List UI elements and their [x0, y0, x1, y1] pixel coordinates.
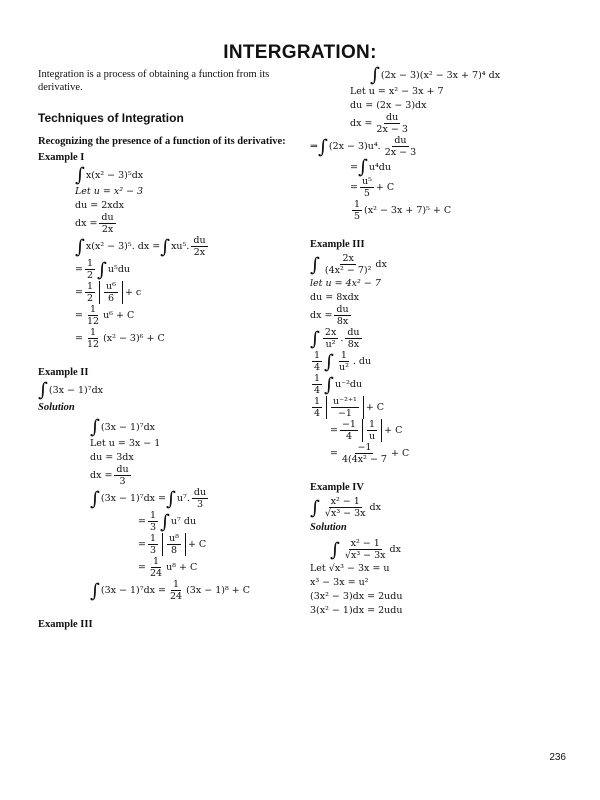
- expr: xu⁵.: [171, 241, 190, 252]
- equation-line: [310, 304, 580, 327]
- equation-line: [350, 98, 580, 112]
- example3-footer-label: Example III: [38, 619, 93, 630]
- equation-line: [90, 579, 308, 602]
- denominator: 12: [86, 316, 100, 327]
- left-column: [38, 68, 308, 633]
- bracket: [162, 533, 186, 556]
- denominator: 8x: [347, 339, 360, 350]
- numerator: 1: [340, 350, 347, 361]
- example4-solution-label: Solution: [310, 522, 347, 533]
- expr: =: [75, 333, 83, 344]
- equation-line: [310, 589, 580, 603]
- expr: =: [330, 448, 338, 459]
- expr: x(x² − 3)⁵. dx =: [85, 241, 161, 252]
- equation-line: [90, 450, 308, 464]
- numerator: 1: [149, 510, 157, 521]
- numerator: du: [386, 112, 399, 123]
- denominator: 4(4x² − 7: [341, 454, 387, 465]
- equation-line: [138, 533, 308, 556]
- equation-line: [75, 184, 308, 198]
- denominator: 5: [354, 211, 361, 222]
- numerator: x² − 1: [330, 496, 360, 507]
- fraction: [99, 212, 115, 235]
- equation-line: [330, 538, 580, 561]
- equation-line: [75, 198, 308, 212]
- expr: =: [75, 264, 83, 275]
- denominator: u²: [338, 362, 349, 373]
- page-title: INTERGRATION:: [223, 42, 377, 63]
- fraction: [340, 442, 389, 465]
- expr: + C: [375, 182, 395, 193]
- expr: du = (2x − 3)dx: [350, 99, 427, 111]
- fraction: [168, 579, 184, 602]
- denominator: 4: [345, 431, 352, 442]
- expr: dx =: [350, 118, 373, 129]
- denominator: 24: [149, 568, 163, 579]
- integral-sign: ∫: [90, 416, 100, 438]
- expr: Let √x³ − 3x = u: [310, 562, 390, 574]
- denominator: 2x: [101, 224, 114, 235]
- example2-label: Example II: [38, 367, 89, 378]
- expr: u⁷.: [176, 493, 190, 504]
- denominator: 2: [86, 270, 94, 281]
- fraction: [85, 327, 101, 350]
- expr: u⁸ + C: [166, 562, 198, 573]
- equation-line: [330, 442, 580, 465]
- expr: u⁷ du: [170, 516, 197, 527]
- expr: =: [330, 425, 338, 436]
- numerator: 1: [86, 258, 94, 269]
- fraction: [85, 281, 95, 304]
- expr: (3x − 1)⁷dx =: [100, 585, 166, 596]
- expr: du = 3dx: [90, 451, 134, 463]
- expr: (3x − 1)⁷dx =: [100, 493, 166, 504]
- denominator: 2x: [193, 247, 206, 258]
- expr: x³ − 3x = u²: [310, 576, 369, 588]
- equation-line: [350, 176, 580, 199]
- integral-sign: ∫: [160, 235, 171, 258]
- numerator: 1: [173, 579, 180, 590]
- expr: 3(x² − 1)dx = 2udu: [310, 604, 403, 616]
- numerator: x² − 1: [350, 538, 380, 549]
- numerator: u⁶: [106, 281, 116, 292]
- equation-line: [310, 290, 580, 304]
- example3-label: Example III: [310, 239, 365, 250]
- expr: Let u = x² − 3x + 7: [350, 85, 444, 97]
- integral-sign: ∫: [324, 350, 334, 373]
- expr: du = 2xdx: [75, 199, 125, 211]
- fraction: [167, 533, 181, 556]
- numerator: 1: [354, 199, 361, 210]
- expr: (3x − 1)⁸ + C: [186, 585, 251, 596]
- denominator: −1: [337, 408, 352, 419]
- equation-line: [310, 350, 580, 373]
- equation-line: [75, 327, 308, 350]
- fraction: [312, 373, 322, 396]
- numerator: −1: [357, 442, 372, 453]
- integral-sign: ∫: [310, 496, 320, 519]
- fraction: [191, 235, 207, 258]
- denominator: 4: [314, 362, 321, 373]
- expr: =: [138, 539, 146, 550]
- expr: + c: [124, 287, 142, 298]
- expr: du = 8xdx: [310, 291, 360, 303]
- numerator: 1: [89, 327, 97, 338]
- denominator: √x³ − 3x: [324, 508, 366, 519]
- equation-line: [310, 327, 580, 350]
- equation-line: [138, 556, 308, 579]
- denominator: 4: [314, 408, 321, 419]
- equation-line: [75, 281, 308, 304]
- integral-sign: ∫: [38, 379, 48, 401]
- denominator: 2x − 3: [384, 147, 417, 158]
- expr: + C: [365, 402, 385, 413]
- equation-line: [75, 212, 308, 235]
- numerator: du: [193, 235, 206, 246]
- expr: dx =: [310, 310, 333, 321]
- fraction: [148, 533, 158, 556]
- fraction: [331, 396, 359, 419]
- fraction: [192, 487, 208, 510]
- denominator: 2: [86, 293, 94, 304]
- integral-sign: ∫: [357, 156, 368, 178]
- denominator: 8x: [336, 316, 349, 327]
- expr: .: [340, 333, 344, 344]
- integral-sign: ∫: [160, 510, 170, 533]
- equation-line: [370, 66, 580, 84]
- numerator: 1: [369, 419, 376, 430]
- denominator: 12: [86, 339, 100, 350]
- fraction: [85, 304, 101, 327]
- expr: u⁶ + C: [103, 310, 135, 321]
- fraction: [114, 464, 130, 487]
- integral-sign: ∫: [90, 487, 100, 510]
- denominator: (4x² − 7)²: [324, 265, 372, 276]
- expr: (2x − 3)u⁴.: [328, 141, 381, 152]
- expr: (x² − 3)⁶ + C: [103, 333, 165, 344]
- fraction: [374, 112, 409, 135]
- denominator: 2x − 3: [376, 124, 408, 135]
- expr: dx: [375, 259, 387, 270]
- fraction: [148, 510, 158, 533]
- denominator: 3: [149, 545, 157, 556]
- fraction: [360, 176, 374, 199]
- example2-solution: [38, 418, 308, 602]
- fraction: [85, 258, 95, 281]
- denominator: u: [368, 431, 376, 442]
- equation-line: [310, 276, 580, 290]
- equation-line: [75, 258, 308, 281]
- fraction: [323, 496, 368, 519]
- equation-line: [90, 487, 308, 510]
- techniques-heading: Techniques of Integration: [38, 111, 184, 125]
- numerator: du: [336, 304, 349, 315]
- fraction: [312, 350, 322, 373]
- equation-line: [90, 464, 308, 487]
- fraction: [343, 538, 388, 561]
- fraction: [323, 327, 338, 350]
- right-column: [310, 66, 580, 617]
- equation-line: [350, 112, 580, 135]
- numerator: 1: [314, 373, 321, 384]
- expr: dx: [369, 502, 381, 513]
- expr: let u = 4x² − 7: [310, 277, 381, 289]
- expr: dx: [389, 544, 401, 555]
- numerator: du: [116, 464, 129, 475]
- expr: u⁵du: [107, 264, 131, 275]
- denominator: 3: [149, 522, 157, 533]
- expr: (3x − 1)⁷dx: [100, 421, 156, 433]
- numerator: 1: [86, 281, 94, 292]
- denominator: 4: [314, 385, 321, 396]
- bracket: [362, 419, 382, 442]
- numerator: du: [101, 212, 114, 223]
- fraction: [352, 199, 362, 222]
- equation-line: [330, 419, 580, 442]
- implies-icon: ⇒: [310, 141, 318, 152]
- integral-sign: ∫: [166, 487, 176, 510]
- expr: x(x² − 3)⁵dx: [85, 169, 144, 181]
- fraction: [367, 419, 377, 442]
- expr: =: [138, 516, 146, 527]
- fraction: [337, 350, 351, 373]
- example2-block: [38, 381, 308, 399]
- example4-block: [310, 496, 580, 519]
- expr: (x² − 3x + 7)⁵ + C: [364, 205, 452, 216]
- expr: (3x − 1)⁷dx: [48, 384, 104, 396]
- fraction: [312, 396, 322, 419]
- bracket: [326, 396, 364, 419]
- integral-sign: ∫: [97, 258, 107, 281]
- page-number: 236: [549, 752, 566, 763]
- equation-line: [310, 603, 580, 617]
- denominator: 3: [196, 499, 203, 510]
- numerator: 1: [89, 304, 97, 315]
- expr: + C: [384, 425, 403, 436]
- subheading: Recognizing the presence of a function of its derivative:: [38, 136, 286, 147]
- equation-line: [350, 84, 580, 98]
- equation-line: [310, 575, 580, 589]
- numerator: u⁸: [169, 533, 179, 544]
- equation-line: [350, 158, 580, 176]
- example3-block: [310, 253, 580, 465]
- expr: dx =: [75, 218, 98, 229]
- equation-line: [310, 135, 580, 158]
- denominator: 5: [363, 188, 370, 199]
- numerator: 1: [314, 396, 321, 407]
- numerator: du: [394, 135, 407, 146]
- integral-sign: ∫: [370, 64, 380, 86]
- numerator: u⁵: [361, 176, 372, 187]
- denominator: u²: [325, 339, 336, 350]
- numerator: 1: [152, 556, 160, 567]
- equation-line: [310, 373, 580, 396]
- equation-line: [310, 253, 580, 276]
- equation-line: [310, 496, 580, 519]
- numerator: 2x: [324, 327, 337, 338]
- equation-line: [90, 418, 308, 436]
- denominator: 8: [170, 545, 177, 556]
- intro-paragraph: Integration is a process of obtaining a function from its derivative.: [38, 69, 270, 93]
- numerator: 2x: [342, 253, 354, 264]
- fraction: [345, 327, 361, 350]
- equation-line: [90, 436, 308, 450]
- integral-sign: ∫: [317, 135, 328, 158]
- expr: =: [138, 562, 146, 573]
- numerator: du: [347, 327, 360, 338]
- numerator: 1: [314, 350, 321, 361]
- expr: (2x − 3)(x² − 3x + 7)⁴ dx: [380, 69, 501, 81]
- integral-sign: ∫: [330, 538, 340, 561]
- expr: =: [350, 161, 358, 173]
- denominator: 24: [170, 591, 183, 602]
- denominator: 3: [119, 476, 126, 487]
- integral-sign: ∫: [310, 327, 320, 350]
- denominator: √x³ − 3x: [344, 550, 386, 561]
- equation-line: [310, 561, 580, 575]
- expr: =: [350, 182, 358, 193]
- example1-label: Example I: [38, 152, 85, 163]
- expr: (3x² − 3)dx = 2udu: [310, 590, 403, 602]
- right-top-block: [310, 66, 580, 222]
- fraction: [340, 419, 358, 442]
- equation-line: [350, 199, 580, 222]
- example2-solution-label: Solution: [38, 402, 75, 413]
- example4-label: Example IV: [310, 482, 364, 493]
- expr: Let u = 3x − 1: [90, 437, 161, 449]
- integral-sign: ∫: [324, 373, 334, 396]
- integral-sign: ∫: [310, 253, 320, 276]
- bracket: [99, 281, 123, 304]
- fraction: [323, 253, 373, 276]
- integral-sign: ∫: [75, 164, 85, 186]
- expr: dx =: [90, 470, 113, 481]
- fraction: [148, 556, 164, 579]
- expr: =: [75, 287, 83, 298]
- numerator: du: [193, 487, 207, 498]
- equation-line: [75, 304, 308, 327]
- expr: u⁴du: [368, 161, 392, 173]
- expr: . du: [352, 356, 372, 367]
- example1-block: [38, 166, 308, 350]
- expr: + C: [187, 539, 207, 550]
- equation-line: [310, 396, 580, 419]
- fraction: [383, 135, 418, 158]
- numerator: u⁻²⁺¹: [333, 396, 357, 407]
- example4-solution: [310, 538, 580, 617]
- integral-sign: ∫: [90, 579, 100, 602]
- equation-line: [75, 235, 308, 258]
- denominator: 6: [107, 293, 114, 304]
- equation-line: [38, 381, 308, 399]
- expr: Let u = x² − 3: [75, 185, 144, 197]
- fraction: [334, 304, 350, 327]
- expr: =: [75, 310, 83, 321]
- numerator: 1: [149, 533, 157, 544]
- numerator: −1: [341, 419, 356, 430]
- equation-line: [75, 166, 308, 184]
- equation-line: [138, 510, 308, 533]
- expr: + C: [390, 448, 410, 459]
- expr: u⁻²du: [334, 379, 363, 390]
- integral-sign: ∫: [75, 235, 85, 258]
- fraction: [104, 281, 118, 304]
